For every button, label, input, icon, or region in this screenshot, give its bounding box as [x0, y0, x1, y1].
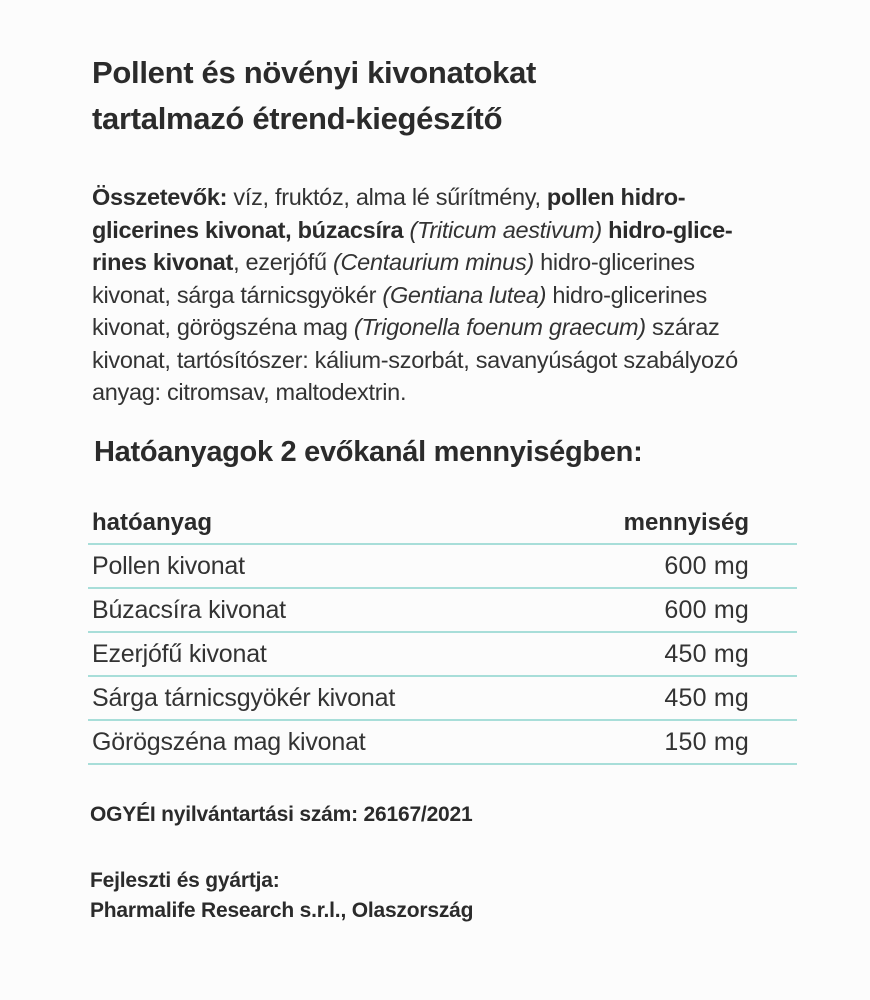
ingredients-segment: Összetevők:	[92, 184, 228, 210]
ingredients-line	[92, 181, 738, 214]
ingredients-segment: (Trigonella foenum graecum)	[353, 314, 646, 340]
ingredients-segment: (Gentiana lutea)	[382, 281, 547, 308]
page-title	[92, 50, 536, 142]
table-row	[88, 633, 797, 677]
actives-heading: Hatóanyagok 2 evőkanál mennyiségben:	[94, 436, 643, 468]
table-row	[88, 721, 797, 765]
ingredients-paragraph	[92, 181, 738, 409]
ingredients-line	[92, 214, 738, 247]
ingredient-name: Ezerjófű kivonat	[92, 639, 267, 668]
ingredients-line	[92, 311, 738, 344]
ingredient-amount: 150 mg	[664, 727, 749, 756]
registration-number: OGYÉI nyilvántartási szám: 26167/2021	[90, 803, 473, 826]
manufacturer-info	[90, 866, 473, 926]
ingredients-line	[92, 344, 738, 377]
table-row	[88, 545, 797, 589]
ingredient-amount: 600 mg	[664, 595, 749, 624]
table-body	[88, 545, 797, 765]
actives-table	[88, 505, 797, 765]
ingredients-segment: (Centaurium minus)	[332, 249, 534, 275]
table-header-ingredient: hatóanyag	[92, 509, 213, 536]
ingredients-segment: glicerines kivonat, búzacsíra	[92, 216, 410, 243]
ingredients-segment: pollen hidro-	[546, 184, 686, 210]
manufacturer-name: Pharmalife Research s.r.l., Olaszország	[90, 899, 474, 922]
ingredients-segment: anyag: citromsav, maltodextrin.	[92, 379, 407, 405]
ingredients-segment: , ezerjófű	[233, 249, 333, 275]
ingredients-segment: hidro-glicerines	[546, 281, 707, 308]
ingredient-amount: 450 mg	[664, 639, 749, 668]
table-row	[88, 677, 797, 721]
table-row	[88, 589, 797, 633]
table-header-amount: mennyiség	[623, 509, 749, 536]
ingredients-segment: száraz	[645, 314, 720, 340]
ingredients-segment: kivonat, görögszéna mag	[92, 314, 354, 340]
ingredients-segment: hidro-glice-	[608, 216, 733, 243]
ingredients-line	[92, 279, 738, 312]
ingredients-line	[92, 376, 738, 409]
ingredients-segment: rines kivonat	[92, 249, 234, 275]
ingredients-segment: kivonat, tartósítószer: kálium-szorbát, savanyúságot szabályozó	[92, 346, 738, 373]
ingredient-name: Görögszéna mag kivonat	[92, 727, 366, 756]
page-title-line2: tartalmazó étrend-kiegészítő	[92, 101, 503, 136]
ingredients-segment: víz, fruktóz, alma lé sűrítmény,	[227, 184, 547, 210]
ingredients-line	[92, 246, 738, 279]
manufacturer-label: Fejleszti és gyártja:	[90, 869, 280, 892]
ingredients-segment: hidro-glicerines	[533, 249, 695, 275]
page-title-line1: Pollent és növényi kivonatokat	[92, 55, 537, 90]
ingredient-name: Pollen kivonat	[92, 551, 245, 580]
table-header-row	[88, 505, 797, 545]
ingredient-name: Sárga tárnicsgyökér kivonat	[92, 683, 396, 712]
ingredients-segment: kivonat, sárga tárnicsgyökér	[92, 281, 383, 308]
ingredient-amount: 450 mg	[664, 683, 749, 712]
ingredient-name: Búzacsíra kivonat	[92, 595, 286, 624]
ingredients-segment: (Triticum aestivum)	[409, 216, 602, 243]
ingredient-amount: 600 mg	[664, 551, 749, 580]
